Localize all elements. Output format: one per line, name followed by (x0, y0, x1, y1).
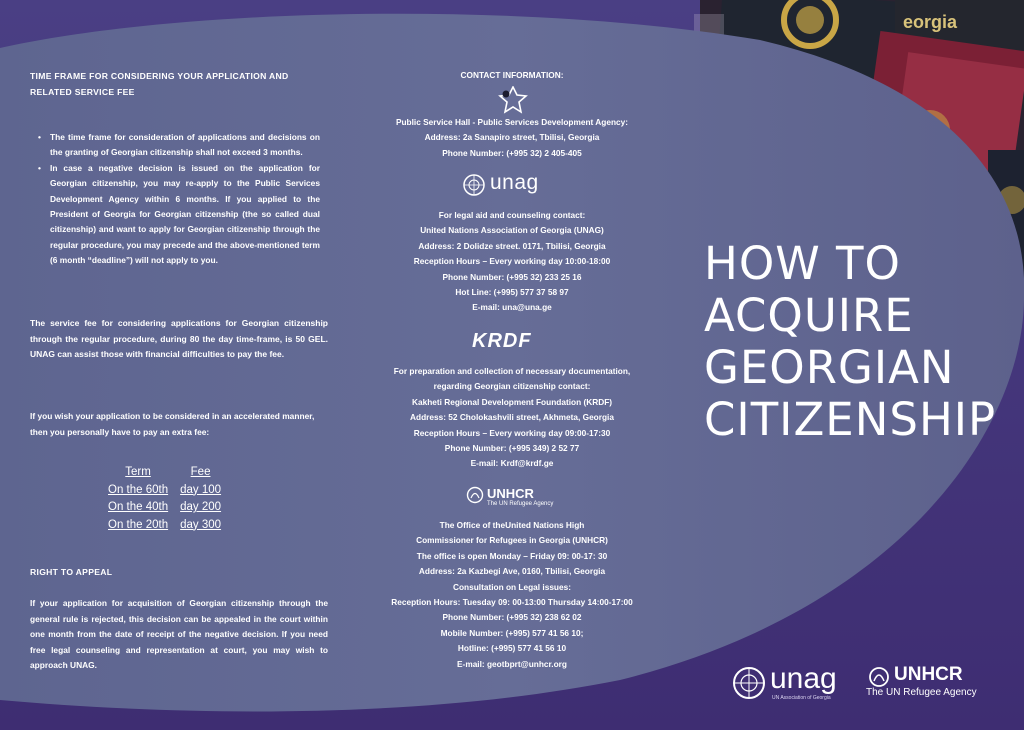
unag-line: E-mail: una@una.ge (472, 302, 552, 313)
svg-text:eorgia: eorgia (903, 12, 958, 32)
un-emblem-icon (462, 173, 486, 197)
unag-contact (352, 208, 672, 316)
title-line: ACQUIRE (704, 289, 914, 342)
table-cell: On the 40th (108, 501, 169, 513)
unag-line: Reception Hours – Every working day 10:00-18:00 (413, 256, 611, 267)
table-cell: On the 20th (108, 518, 169, 531)
krdf-line: For preparation and collection of necessary documentation, (393, 366, 631, 376)
krdf-line: E-mail: Krdf@krdf.ge (470, 458, 554, 469)
unhcr-line: Commissioner for Refugees in Georgia (UNHCR) (416, 535, 608, 546)
unhcr-line: Mobile Number: (+995) 577 41 56 10; (440, 627, 584, 638)
right-to-appeal-heading: RIGHT TO APPEAL (30, 567, 113, 577)
krdf-line: Reception Hours – Every working day 09:00-17:30 (413, 427, 611, 438)
appeal-paragraph: If your application for acquisition of Georgian citizenship through the general rule is rejected, this decision can be appealed in the court within one month from the date of receipt of the negative decision. If you need free legal counseling and representation at court, you may wish to approach UNAG. (30, 598, 328, 670)
krdf-contact (352, 364, 672, 472)
time-frame-bullets (36, 130, 320, 269)
krdf-line: regarding Georgian citizenship contact: (433, 381, 591, 392)
unhcr-line: Phone Number: (+995 32) 238 62 02 (442, 612, 582, 623)
unhcr-emblem-icon (868, 666, 890, 688)
unhcr-line: The Office of theUnited Nations High (439, 520, 585, 530)
unhcr-logo (466, 486, 566, 512)
unag-line: Hot Line: (+995) 577 37 58 97 (455, 287, 569, 298)
unhcr-line: Reception Hours: Tuesday 09: 00-13:00 Thursday 14:00-17:00 (391, 597, 633, 608)
unag-logo (462, 171, 562, 197)
bottom-unag-text: unag (770, 662, 837, 695)
table-cell: day 200 (180, 501, 222, 513)
krdf-line: Phone Number: (+995 349) 2 52 77 (444, 443, 580, 454)
bottom-unag-logo (732, 664, 862, 700)
krdf-line: Kakheti Regional Development Foundation (KRDF) (411, 396, 613, 407)
title-line: GEORGIAN (704, 341, 955, 394)
service-fee-paragraph: The service fee for considering applications for Georgian citizenship through the regular procedure, during 80 the day time-frame, is 50 GEL. UNAG can assist those with financial difficulties to pay the fee. (30, 318, 328, 359)
krdf-logo: KRDF (472, 330, 532, 352)
bottom-unag-tagline: UN Association of Georgia (772, 695, 831, 701)
table-cell: day 300 (180, 518, 222, 531)
contact-heading: CONTACT INFORMATION: (460, 70, 564, 80)
krdf-line: Address: 52 Cholokashvili street, Akhmeta, Georgia (410, 412, 614, 423)
unhcr-line: Consultation on Legal issues: (452, 581, 571, 592)
public-service-hall-logo-icon (497, 86, 529, 114)
unhcr-line: The office is open Monday – Friday 09: 00-17: 30 (416, 550, 608, 561)
table-row (104, 500, 229, 518)
unhcr-line: Address: 2a Kazbegi Ave, 0160, Tbilisi, Georgia (418, 566, 606, 577)
psh-line: Public Service Hall - Public Services Development Agency: (395, 117, 629, 127)
unag-logo-text: unag (490, 171, 539, 194)
table-row (104, 483, 229, 501)
title-line: HOW TO (704, 237, 901, 290)
bottom-unhcr-logo (866, 666, 1006, 702)
fee-table-header-fee: Fee (190, 466, 211, 478)
unhcr-line: Hotline: (+995) 577 41 56 10 (457, 643, 567, 654)
unag-line: United Nations Association of Georgia (UNAG) (420, 225, 604, 236)
unag-line: For legal aid and counseling contact: (438, 210, 586, 220)
fee-table-header-term: Term (125, 466, 151, 478)
unhcr-contact (352, 518, 672, 672)
table-row (104, 518, 229, 536)
bottom-unhcr-sub: The UN Refugee Agency (866, 687, 977, 698)
psh-contact (352, 115, 672, 161)
page-title (704, 238, 1024, 446)
unhcr-logo-sub: The UN Refugee Agency (487, 501, 554, 507)
unhcr-emblem-icon (466, 486, 484, 504)
accelerated-paragraph: If you wish your application to be considered in an accelerated manner, then you personally have to pay an extra fee: (30, 411, 315, 437)
list-item: • In case a negative decision is issued on the application for Georgian citizenship, you may re-apply to the Public Services Development Agency within 6 months. If you applied to the President of Georgia for Georgian citizenship (the so called dual citizenship) and want to apply for Georgian citizenship through the regular procedure, you may precede and the above-mentioned term (6 month “deadline”) will not apply to you. (36, 161, 320, 269)
psh-line: Phone Number: (+995 32) 2 405-405 (442, 147, 582, 158)
psh-line: Address: 2a Sanapiro street, Tbilisi, Georgia (424, 132, 600, 143)
un-emblem-icon (732, 666, 766, 700)
list-item: • The time frame for consideration of applications and decisions on the granting of Georgian citizenship shall not exceed 3 months. (36, 130, 320, 161)
title-line: CITIZENSHIP (704, 393, 997, 446)
bottom-unhcr-name: UNHCR (894, 664, 963, 685)
unag-line: Address: 2 Dolidze street. 0171, Tbilisi, Georgia (418, 240, 606, 251)
table-cell: On the 60th (108, 483, 169, 496)
unag-line: Phone Number: (+995 32) 233 25 16 (442, 271, 582, 282)
table-cell: day 100 (180, 483, 222, 496)
unhcr-logo-name: UNHCR (487, 486, 534, 501)
time-frame-heading: TIME FRAME FOR CONSIDERING YOUR APPLICATION AND RELATED SERVICE FEE (30, 71, 289, 97)
unhcr-line: E-mail: geotbprt@unhcr.org (457, 658, 567, 669)
fee-table (104, 465, 229, 535)
